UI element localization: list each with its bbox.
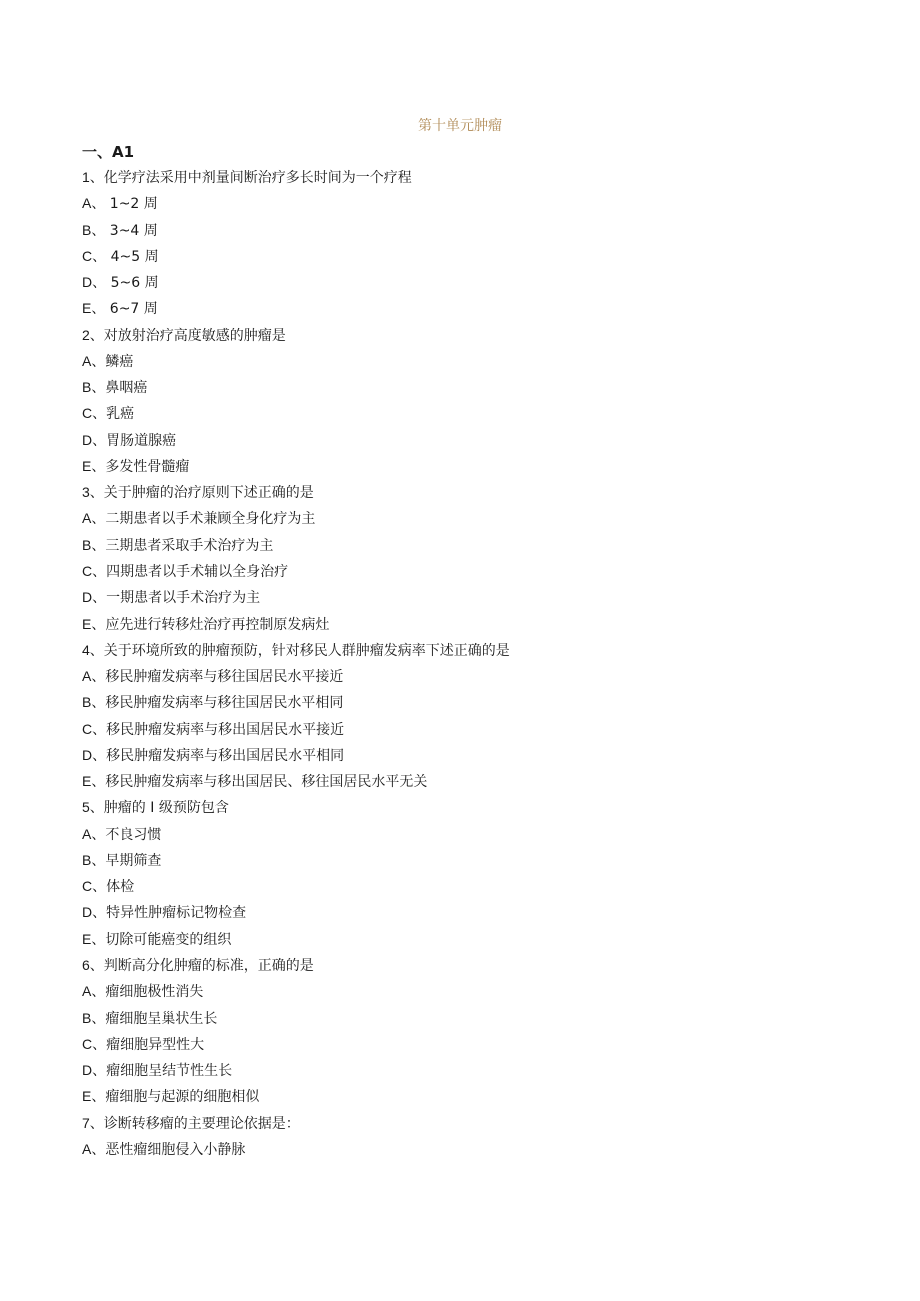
question-stem: [82, 640, 862, 666]
question-stem: [82, 1113, 862, 1139]
answer-option: [82, 614, 862, 640]
option-letter: B、: [82, 536, 106, 553]
option-letter: D、: [82, 904, 107, 921]
answer-option: [82, 377, 862, 403]
option-letter: D、: [82, 1062, 107, 1079]
answer-option: [82, 1086, 862, 1112]
option-text: 早期筛查: [105, 852, 162, 869]
option-letter: D、: [82, 746, 107, 763]
option-letter: B、: [82, 1009, 106, 1026]
option-letter: A、: [82, 195, 106, 212]
question-text: 判断高分化肿瘤的标准，正确的是: [103, 957, 314, 974]
question-text: 对放射治疗高度敏感的肿瘤是: [103, 327, 286, 344]
question-text: 关于肿瘤的治疗原则下述正确的是: [103, 485, 314, 502]
option-text: 特异性肿瘤标记物检查: [106, 905, 247, 922]
option-letter: D、: [82, 589, 107, 606]
question-text: 诊断转移瘤的主要理论依据是：: [103, 1115, 300, 1132]
option-letter: C、: [82, 247, 107, 264]
document-title: 第十单元肿瘤: [418, 118, 502, 134]
answer-option: [82, 1034, 862, 1060]
option-letter: E、: [82, 930, 106, 947]
answer-option: [82, 719, 862, 745]
answer-option: [82, 351, 862, 377]
answer-option: [82, 193, 862, 219]
option-text: 乳癌: [106, 406, 135, 423]
option-letter: C、: [82, 405, 107, 422]
option-letter: B、: [82, 379, 106, 396]
answer-option: [82, 771, 862, 797]
answer-option: [82, 929, 862, 955]
question-text: 肿瘤的 I 级预防包含: [103, 800, 229, 817]
answer-option: [82, 298, 862, 324]
option-text: 瘤细胞异型性大: [106, 1036, 205, 1053]
answer-option: [82, 824, 862, 850]
answer-option: [82, 535, 862, 561]
option-letter: E、: [82, 300, 106, 317]
answer-option: [82, 850, 862, 876]
question-stem: [82, 325, 862, 351]
answer-option: [82, 220, 862, 246]
option-letter: C、: [82, 562, 107, 579]
option-letter: B、: [82, 851, 106, 868]
option-letter: C、: [82, 1035, 107, 1052]
option-text: 多发性骨髓瘤: [105, 458, 190, 475]
answer-option: [82, 587, 862, 613]
option-text: 移民肿瘤发病率与移出国居民水平相同: [106, 747, 345, 764]
option-letter: E、: [82, 1088, 106, 1105]
option-text: 切除可能癌变的组织: [105, 931, 232, 948]
option-text: 瘤细胞呈巢状生长: [105, 1010, 218, 1027]
option-letter: A、: [82, 352, 106, 369]
question-stem: [82, 482, 862, 508]
option-text: 胃肠道腺癌: [106, 432, 177, 449]
option-text: 三期患者采取手术治疗为主: [105, 537, 274, 554]
option-text: 二期患者以手术兼顾全身化疗为主: [105, 511, 316, 528]
option-letter: D、: [82, 274, 107, 291]
option-letter: D、: [82, 431, 107, 448]
question-number: 4、: [82, 641, 104, 658]
answer-option: [82, 272, 862, 298]
answer-option: [82, 508, 862, 534]
option-text: 不良习惯: [105, 826, 162, 843]
option-text: 5~6 周: [106, 275, 159, 292]
option-text: 移民肿瘤发病率与移出国居民、移往国居民水平无关: [105, 774, 428, 791]
option-letter: E、: [82, 615, 106, 632]
option-letter: A、: [82, 825, 106, 842]
option-letter: E、: [82, 773, 106, 790]
answer-option: [82, 666, 862, 692]
option-letter: C、: [82, 720, 107, 737]
option-text: 应先进行转移灶治疗再控制原发病灶: [105, 616, 330, 633]
question-list: [82, 167, 862, 1165]
answer-option: [82, 403, 862, 429]
option-text: 移民肿瘤发病率与移往国居民水平相同: [105, 695, 344, 712]
option-letter: B、: [82, 221, 106, 238]
answer-option: [82, 1139, 862, 1165]
option-text: 移民肿瘤发病率与移往国居民水平接近: [105, 669, 344, 686]
question-number: 7、: [82, 1114, 104, 1131]
option-text: 瘤细胞极性消失: [105, 984, 204, 1001]
answer-option: [82, 902, 862, 928]
answer-option: [82, 1060, 862, 1086]
option-text: 鳞癌: [105, 353, 134, 370]
answer-option: [82, 561, 862, 587]
question-text: 化学疗法采用中剂量间断治疗多长时间为一个疗程: [103, 170, 412, 186]
answer-option: [82, 430, 862, 456]
option-text: 瘤细胞呈结节性生长: [106, 1063, 233, 1080]
option-text: 6~7 周: [105, 301, 158, 318]
option-text: 四期患者以手术辅以全身治疗: [106, 563, 289, 580]
option-letter: A、: [82, 510, 106, 527]
answer-option: [82, 456, 862, 482]
answer-option: [82, 692, 862, 718]
question-text: 关于环境所致的肿瘤预防，针对移民人群肿瘤发病率下述正确的是: [103, 642, 510, 659]
option-text: 移民肿瘤发病率与移出国居民水平接近: [106, 721, 345, 738]
option-text: 3~4 周: [105, 222, 158, 239]
option-letter: C、: [82, 878, 107, 895]
option-text: 瘤细胞与起源的细胞相似: [105, 1089, 260, 1106]
option-letter: A、: [82, 1140, 106, 1157]
option-text: 体检: [106, 879, 135, 896]
answer-option: [82, 246, 862, 272]
answer-option: [82, 981, 862, 1007]
option-text: 恶性瘤细胞侵入小静脉: [105, 1141, 246, 1158]
question-stem: [82, 955, 862, 981]
question-number: 1、: [82, 169, 104, 185]
option-text: 1~2 周: [105, 196, 158, 213]
question-number: 6、: [82, 956, 104, 973]
question-number: 5、: [82, 799, 104, 816]
question-stem: [82, 797, 862, 823]
option-text: 鼻咽癌: [105, 380, 148, 397]
answer-option: [82, 745, 862, 771]
option-text: 一期患者以手术治疗为主: [106, 590, 261, 607]
option-letter: A、: [82, 668, 106, 685]
option-letter: A、: [82, 983, 106, 1000]
question-number: 2、: [82, 326, 104, 343]
option-text: 4~5 周: [106, 248, 159, 265]
option-letter: B、: [82, 694, 106, 711]
question-stem: [82, 167, 862, 193]
question-number: 3、: [82, 484, 104, 501]
answer-option: [82, 876, 862, 902]
option-letter: E、: [82, 457, 106, 474]
answer-option: [82, 1008, 862, 1034]
section-heading: 一、A1: [82, 143, 135, 161]
